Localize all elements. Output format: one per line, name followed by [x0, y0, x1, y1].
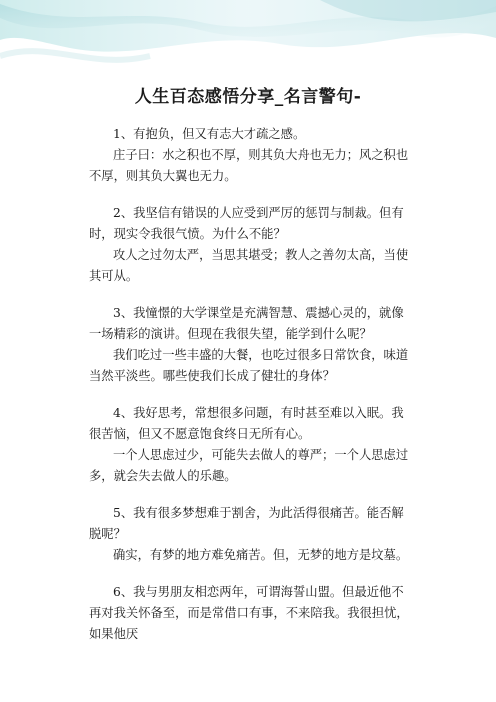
paragraph-3: 2、我坚信有错误的人应受到严厉的惩罚与制裁。但有时，现实令我很气愤。为什么不能？ — [89, 206, 404, 241]
paragraph-5: 3、我憧憬的大学课堂是充满智慧、震撼心灵的，就像一场精彩的演讲。但现在我很失望，能学到什么呢？ — [89, 306, 404, 341]
paragraph-9: 5、我有很多梦想难于割舍，为此活得很痛苦。能否解脱呢？ — [89, 506, 404, 541]
paragraph-7: 4、我好思考，常想很多问题，有时甚至难以入眠。我很苦恼，但又不愿意饱食终日无所有心。 — [89, 406, 404, 441]
paragraph-6: 我们吃过一些丰盛的大餐，也吃过很多日常饮食，味道当然平淡些。哪些使我们长成了健壮的身体？ — [89, 348, 409, 383]
paragraph-1: 1、有抱负，但又有志大才疏之感。 — [113, 127, 306, 141]
document-body — [89, 124, 411, 645]
page-title: 人生百态感悟分享_名言警句- — [134, 87, 362, 107]
paragraph-4: 攻人之过勿太严，当思其堪受；教人之善勿太高，当使其可从。 — [89, 248, 409, 283]
paragraph-2: 庄子曰：水之积也不厚，则其负大舟也无力；风之积也不厚，则其负大翼也无力。 — [89, 148, 409, 183]
paragraph-11: 6、我与男朋友相恋两年，可谓海誓山盟。但最近他不再对我关怀备至，而是常借口有事，不来陪我。我很担忧，如果他厌 — [89, 585, 409, 641]
paragraph-10: 确实，有梦的地方难免痛苦。但，无梦的地方是坟墓。 — [113, 548, 409, 562]
paragraph-8: 一个人思虑过少，可能失去做人的尊严；一个人思虑过多，就会失去做人的乐趣。 — [89, 448, 409, 483]
